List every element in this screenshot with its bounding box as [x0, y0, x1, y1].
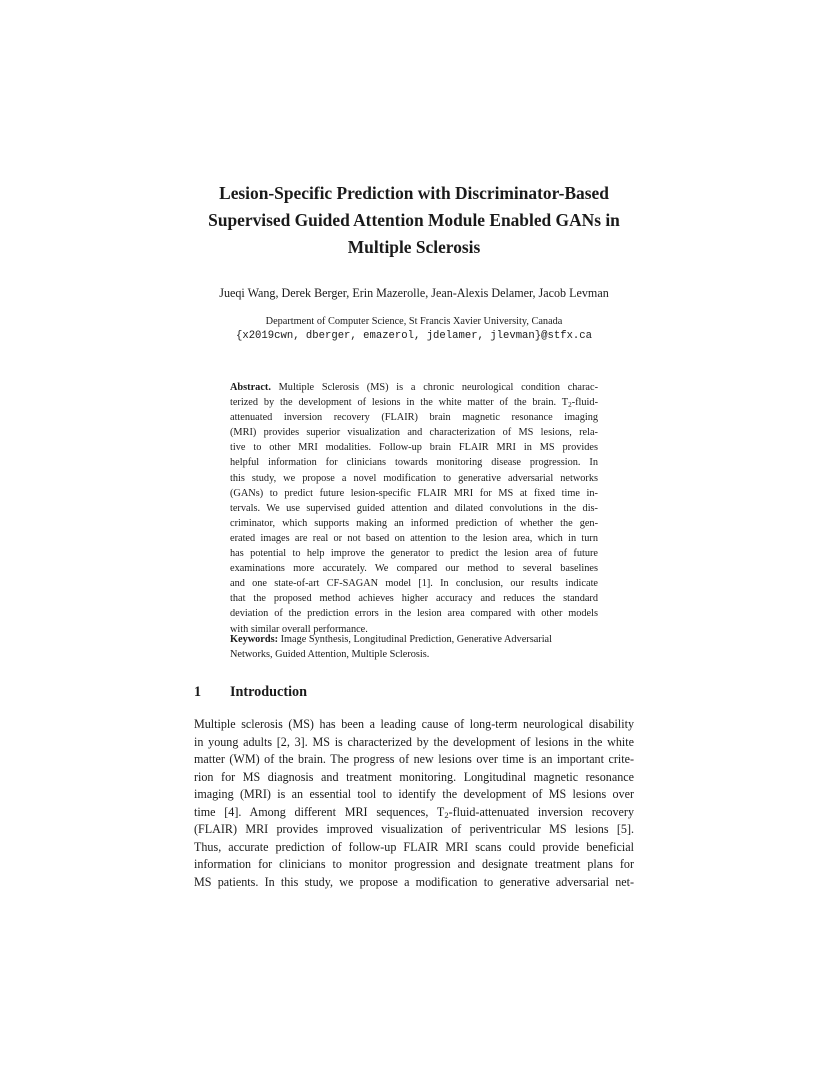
abstract-line: erated images are real or not based on attention to the lesion area, which in turn — [230, 532, 598, 544]
introduction-paragraph — [194, 716, 634, 891]
paper-title — [150, 180, 678, 261]
section-heading — [194, 684, 307, 701]
section-title: Introduction — [230, 684, 307, 700]
abstract-label: Abstract. — [230, 382, 271, 393]
author-emails: {x2019cwn, dberger, emazerol, jdelamer, jlevman}@stfx.ca — [235, 330, 592, 342]
abstract-line: that the proposed method achieves higher accuracy and reduces the standard — [230, 593, 598, 605]
abstract-line: with similar overall performance. — [230, 623, 368, 635]
title-line: Lesion-Specific Prediction with Discriminator-Based — [219, 183, 609, 203]
abstract-line: and one state-of-art CF-SAGAN model [1]. In conclusion, our results indicate — [230, 578, 598, 590]
body-line: Multiple sclerosis (MS) has been a leading cause of long-term neurological disability — [194, 717, 634, 731]
section-number: 1 — [194, 684, 202, 700]
abstract-line: tervals. We use supervised guided attention and dilated convolutions in the dis- — [230, 502, 598, 514]
abstract-line: this study, we propose a novel modification to generative adversarial networks — [230, 472, 598, 484]
body-line: in young adults [2, 3]. MS is characterized by the development of lesions in the white — [194, 734, 634, 749]
abstract-line: (MRI) provides superior visualization and characterization of MS lesions, rela- — [230, 427, 598, 439]
affiliation: Department of Computer Science, St Francis Xavier University, Canada — [265, 316, 563, 327]
abstract-line: attenuated inversion recovery (FLAIR) brain magnetic resonance imaging — [230, 412, 598, 424]
body-line: (FLAIR) MRI provides improved visualization of periventricular MS lesions [5]. — [194, 822, 634, 836]
body-line: Thus, accurate prediction of follow-up FLAIR MRI scans could provide beneficial — [194, 839, 634, 854]
keywords — [230, 632, 598, 662]
keywords-line: Networks, Guided Attention, Multiple Sclerosis. — [230, 649, 430, 661]
title-line: Supervised Guided Attention Module Enabled GANs in — [208, 210, 620, 230]
abstract-line: criminator, which supports making an informed prediction of whether the gen- — [230, 517, 598, 529]
abstract-line: helpful information for clinicians towards monitoring disease progression. In — [230, 457, 598, 469]
keywords-line: Keywords: Image Synthesis, Longitudinal Prediction, Generative Adversarial — [230, 634, 552, 645]
body-line: information for clinicians to monitor progression and designate treatment plans for — [194, 857, 634, 871]
abstract-line: deviation of the prediction errors in the lesion area compared with other models — [230, 608, 598, 620]
abstract — [230, 380, 598, 637]
body-line: imaging (MRI) is an essential tool to identify the development of MS lesions over — [194, 787, 634, 801]
body-line: rion for MS diagnosis and treatment monitoring. Longitudinal magnetic resonance — [194, 769, 634, 784]
body-line: MS patients. In this study, we propose a modification to generative adversarial net- — [194, 874, 634, 889]
title-line: Multiple Sclerosis — [347, 237, 481, 257]
abstract-line: terized by the development of lesions in the white matter of the brain. $T_2-fluid-$ — [230, 397, 598, 410]
keywords-label: Keywords: — [230, 634, 279, 645]
body-line: time [4]. Among different MRI sequences, $T_2-fluid$-attenuated inversion recovery — [194, 804, 634, 820]
abstract-line: has potential to help improve the generator to predict the lesion area of future — [230, 548, 598, 560]
abstract-line: examinations more accurately. We compared our method to several baselines — [230, 563, 598, 575]
abstract-line: tive to other MRI modalities. Follow-up brain FLAIR MRI in MS provides — [230, 442, 598, 454]
abstract-line: (GANs) to predict future lesion-specific FLAIR MRI for MS at fixed time in- — [230, 487, 598, 499]
authors: Jueqi Wang, Derek Berger, Erin Mazerolle, Jean-Alexis Delamer, Jacob Levman — [219, 286, 609, 300]
body-line: matter (WM) of the brain. The progress of new lesions over time is an important crite- — [194, 752, 634, 766]
abstract-line: Abstract. Multiple Sclerosis (MS) is a chronic neurological condition charac- — [230, 382, 598, 393]
